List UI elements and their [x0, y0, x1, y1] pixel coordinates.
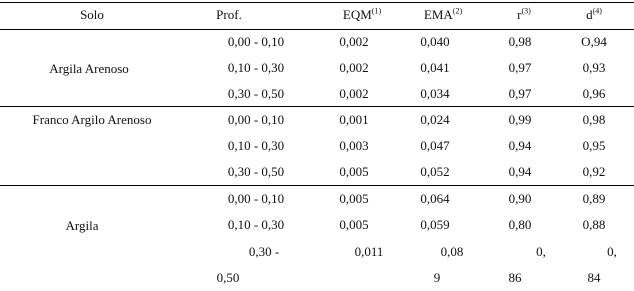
depth-cell: 0,00 - 0,10	[227, 34, 285, 49]
ema-cell: 0,059	[420, 217, 450, 232]
r-cell: 0,97	[508, 86, 532, 101]
d-cell: 0,93	[582, 60, 606, 75]
ema-cell: 0,052	[420, 164, 450, 179]
r-cell: 0,94	[508, 164, 532, 179]
depth-cell: 0,10 - 0,30	[227, 217, 285, 232]
ema-cell: 0,040	[420, 34, 450, 49]
header-prof: Prof.	[216, 7, 242, 22]
d-cell: 0,92	[582, 164, 606, 179]
header-r	[517, 7, 531, 22]
eqm-cell: 0,001	[339, 112, 369, 127]
r-cell: 0,98	[508, 34, 532, 49]
header-r-label: r	[517, 7, 522, 22]
ema-cell: 0,034	[420, 86, 450, 101]
group-divider	[0, 106, 634, 107]
header-d-label: d	[586, 7, 593, 22]
d-cell: O,94	[581, 34, 607, 49]
eqm-cell: 0,005	[339, 164, 369, 179]
r-cell: 86	[508, 270, 522, 285]
header-ema-label: EMA	[423, 7, 453, 22]
eqm-cell: 0,005	[339, 191, 369, 206]
d-cell: 0,95	[582, 138, 606, 153]
d-cell: 0,	[607, 244, 617, 259]
d-cell: 0,96	[582, 86, 606, 101]
depth-cell: 0,10 - 0,30	[227, 60, 285, 75]
eqm-cell: 0,002	[339, 34, 369, 49]
r-cell: 0,97	[508, 60, 532, 75]
eqm-cell: 0,003	[339, 138, 369, 153]
header-solo: Solo	[80, 7, 104, 22]
eqm-cell: 0,002	[339, 60, 369, 75]
ema-cell: 0,08	[440, 244, 464, 259]
header-eqm-footnote: (1)	[371, 6, 382, 16]
r-cell: 0,80	[508, 217, 532, 232]
group-divider	[0, 185, 634, 186]
header-rule	[0, 29, 634, 30]
eqm-cell: 0,005	[339, 217, 369, 232]
header-eqm	[343, 7, 381, 22]
header-ema	[424, 7, 462, 22]
d-cell: 84	[587, 270, 601, 285]
header-d-footnote: (4)	[592, 6, 602, 16]
ema-cell: 0,024	[420, 112, 450, 127]
depth-cell: 0,30 - 0,50	[227, 164, 285, 179]
depth-cell: 0,50	[216, 270, 240, 285]
r-cell: 0,94	[508, 138, 532, 153]
depth-cell: 0,00 - 0,10	[227, 191, 285, 206]
eqm-cell: 0,002	[339, 86, 369, 101]
ema-cell: 9	[433, 270, 441, 285]
eqm-cell: 0,011	[354, 244, 384, 259]
header-eqm-label: EQM	[342, 7, 372, 22]
r-cell: 0,99	[508, 112, 532, 127]
ema-cell: 0,041	[420, 60, 450, 75]
ema-cell: 0,047	[420, 138, 450, 153]
depth-cell: 0,10 - 0,30	[227, 138, 285, 153]
soil-label: Argila Arenoso	[49, 61, 129, 76]
soil-label: Franco Argilo Arenoso	[32, 112, 152, 127]
r-cell: 0,	[536, 244, 546, 259]
d-cell: 0,89	[582, 191, 606, 206]
depth-cell: 0,30 -	[248, 244, 280, 259]
r-cell: 0,90	[508, 191, 532, 206]
d-cell: 0,88	[582, 217, 606, 232]
top-rule	[0, 2, 634, 3]
depth-cell: 0,00 - 0,10	[227, 112, 285, 127]
header-d	[586, 7, 602, 22]
depth-cell: 0,30 - 0,50	[227, 86, 285, 101]
header-r-footnote: (3)	[521, 6, 531, 16]
header-ema-footnote: (2)	[452, 6, 463, 16]
ema-cell: 0,064	[420, 191, 450, 206]
d-cell: 0,98	[582, 112, 606, 127]
soil-label: Argila	[65, 218, 99, 233]
